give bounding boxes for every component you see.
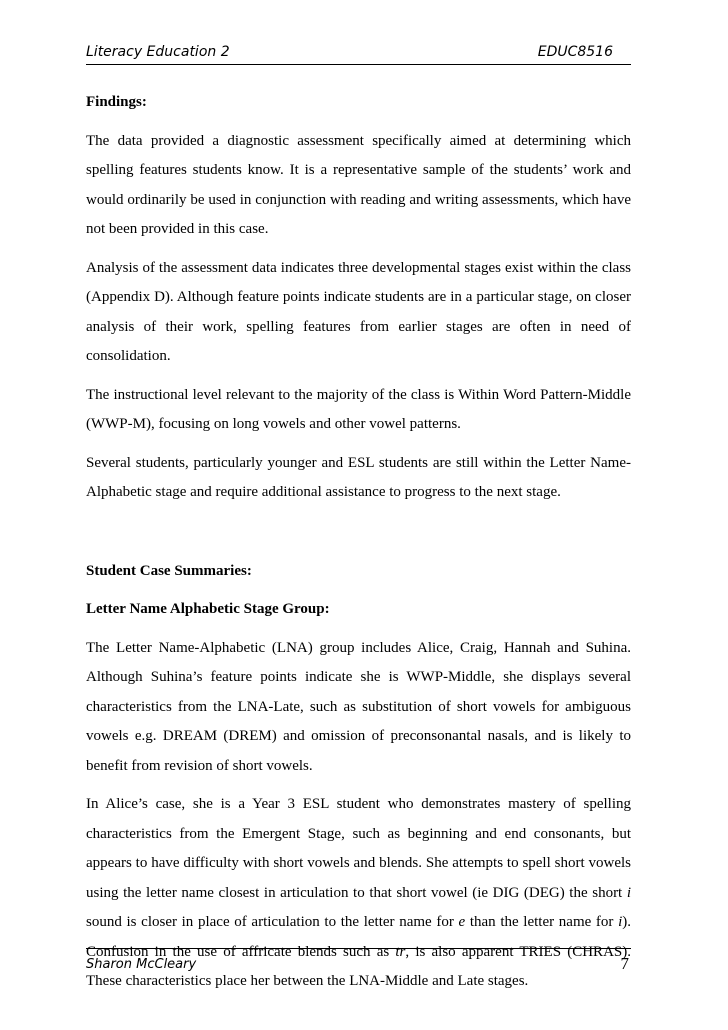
alice-italic-blend: tr — [395, 943, 406, 960]
findings-heading: Findings: — [86, 94, 147, 110]
findings-paragraph: The instructional level relevant to the majority of the class is Within Word Pattern-Middle (WWP-M), focusing on long vowels and other vowel patterns. — [86, 386, 631, 432]
alice-text-part: ). Confusion in the use of affricate blends such as — [86, 914, 632, 960]
header-course-title: Literacy Education 2 — [86, 44, 230, 60]
findings-paragraph: Several students, particularly younger and ESL students are still within the Letter Name-Alphabetic stage and require additional assistance to progress to the next stage. — [86, 454, 631, 500]
alice-text-part: than the letter name for — [465, 914, 619, 930]
alice-text-part: In Alice’s case, she is a Year 3 ESL student who demonstrates mastery of spelling characteristics from the Emergent Stage, such as beginning and end consonants, but appears to have difficulty with short vowels and blends. She attempts to spell short vowels using the letter name closest in articulation to that short vowel (ie DIG (DEG) the short — [86, 796, 631, 901]
alice-italic-letter: i — [626, 884, 631, 901]
lna-group-heading: Letter Name Alphabetic Stage Group: — [86, 601, 330, 617]
findings-paragraph: Analysis of the assessment data indicates three developmental stages exist within the class (Appendix D). Although feature points indicate students are in a particular stage, on closer analysis of their work, spelling features from earlier stages are often in need of consolidation. — [86, 259, 631, 364]
page-number: 7 — [620, 954, 629, 973]
header-course-code: EDUC8516 — [537, 44, 613, 60]
footer-author: Sharon McCleary — [86, 957, 197, 972]
alice-italic-letter: e — [458, 914, 466, 930]
section-gap — [86, 517, 631, 557]
lna-group-paragraph: The Letter Name-Alphabetic (LNA) group includes Alice, Craig, Hannah and Suhina. Although Suhina’s feature points indicate she is WWP-Middle, she displays several characteristics from the LNA-Late, such as substitution of short vowels for ambiguous vowels e.g. DREAM (DREM) and omission of preconsonantal nasals, and is likely to benefit from revision of short vowels. — [86, 639, 631, 774]
alice-text-part: sound is closer in place of articulation to the letter name for — [86, 914, 459, 930]
page-body — [86, 88, 631, 1006]
page-footer — [86, 948, 631, 979]
findings-paragraph: The data provided a diagnostic assessment specifically aimed at determining which spelling features students know. It is a representative sample of the students’ work and would ordinarily be used in conjunction with reading and writing assessments, which have not been provided in this case. — [86, 132, 631, 237]
case-summaries-heading: Student Case Summaries: — [86, 562, 252, 579]
alice-italic-letter: i — [618, 914, 623, 930]
page-header — [86, 40, 631, 65]
alice-text-part: , is also apparent TRIES (CHRAS). These characteristics place her between the LNA-Middle and Late stages. — [86, 943, 631, 989]
